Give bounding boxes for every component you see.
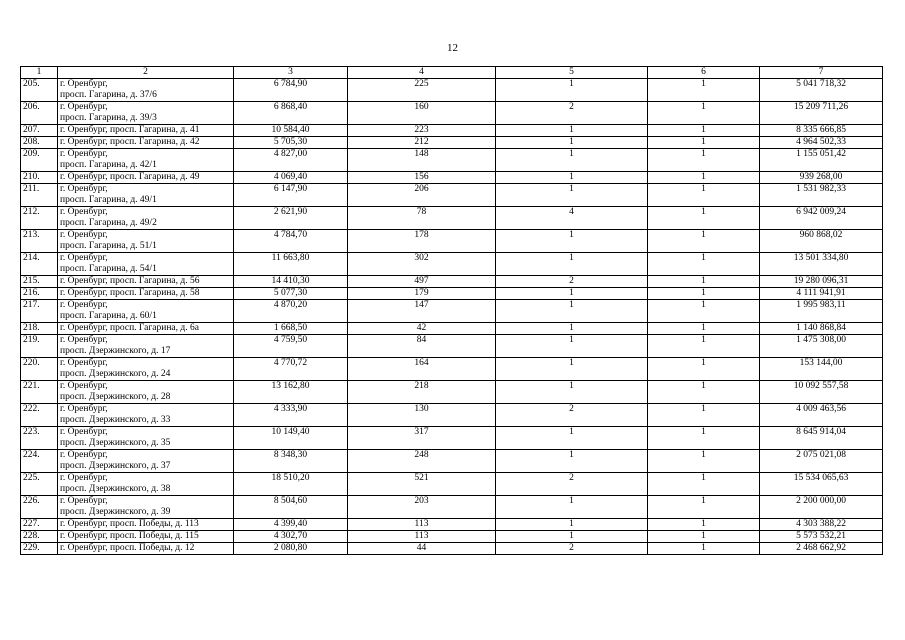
column-6-cell: 1 — [648, 335, 760, 358]
amount-cell: 4 303 388,22 — [760, 519, 883, 531]
row-number: 210. — [21, 172, 58, 184]
column-5-cell: 2 — [496, 102, 648, 125]
address-line: г. Оренбург, просп. Победы, д. 115 — [60, 531, 199, 541]
table-row — [21, 300, 883, 323]
amount-cell: 8 645 914,04 — [760, 427, 883, 450]
amount-cell: 1 531 982,33 — [760, 184, 883, 207]
column-5-cell: 2 — [496, 473, 648, 496]
address-line: просп. Дзержинского, д. 33 — [60, 415, 171, 425]
row-number: 213. — [21, 230, 58, 253]
address-line: г. Оренбург, просп. Гагарина, д. 42 — [60, 137, 200, 147]
column-6-cell: 1 — [648, 531, 760, 543]
amount-cell: 15 209 711,26 — [760, 102, 883, 125]
area-cell: 1 668,50 — [234, 323, 348, 335]
area-cell: 4 399,40 — [234, 519, 348, 531]
address-cell — [58, 335, 234, 358]
count-cell: 156 — [348, 172, 496, 184]
count-cell: 225 — [348, 79, 496, 102]
table-row — [21, 172, 883, 184]
column-header: 3 — [234, 67, 348, 79]
amount-cell: 5 041 718,32 — [760, 79, 883, 102]
column-6-cell: 1 — [648, 323, 760, 335]
column-5-cell: 1 — [496, 79, 648, 102]
amount-cell: 6 942 009,24 — [760, 207, 883, 230]
row-number: 217. — [21, 300, 58, 323]
address-cell — [58, 300, 234, 323]
column-5-cell: 2 — [496, 276, 648, 288]
row-number: 215. — [21, 276, 58, 288]
address-line: просп. Гагарина, д. 42/1 — [60, 160, 157, 170]
area-cell: 14 410,30 — [234, 276, 348, 288]
amount-cell: 1 155 051,42 — [760, 149, 883, 172]
amount-cell: 1 995 983,11 — [760, 300, 883, 323]
data-table — [20, 66, 883, 555]
address-line: г. Оренбург, просп. Гагарина, д. 58 — [60, 288, 200, 298]
table-row — [21, 335, 883, 358]
address-line: г. Оренбург, — [60, 381, 108, 391]
column-6-cell: 1 — [648, 300, 760, 323]
row-number: 220. — [21, 358, 58, 381]
count-cell: 178 — [348, 230, 496, 253]
column-6-cell: 1 — [648, 137, 760, 149]
column-5-cell: 1 — [496, 184, 648, 207]
column-6-cell: 1 — [648, 358, 760, 381]
column-6-cell: 1 — [648, 79, 760, 102]
amount-cell: 960 868,02 — [760, 230, 883, 253]
address-cell — [58, 149, 234, 172]
column-6-cell: 1 — [648, 207, 760, 230]
column-6-cell: 1 — [648, 102, 760, 125]
row-number: 206. — [21, 102, 58, 125]
address-cell — [58, 172, 234, 184]
row-number: 226. — [21, 496, 58, 519]
address-line: г. Оренбург, просп. Гагарина, д. 56 — [60, 276, 200, 286]
column-6-cell: 1 — [648, 543, 760, 555]
table-row — [21, 184, 883, 207]
column-6-cell: 1 — [648, 149, 760, 172]
area-cell: 4 759,50 — [234, 335, 348, 358]
column-6-cell: 1 — [648, 184, 760, 207]
area-cell: 4 870,20 — [234, 300, 348, 323]
amount-cell: 4 111 941,91 — [760, 288, 883, 300]
table-row — [21, 149, 883, 172]
amount-cell: 15 534 065,63 — [760, 473, 883, 496]
column-5-cell: 1 — [496, 149, 648, 172]
table-row — [21, 288, 883, 300]
count-cell: 44 — [348, 543, 496, 555]
address-cell — [58, 531, 234, 543]
address-line: просп. Дзержинского, д. 17 — [60, 346, 171, 356]
amount-cell: 19 280 096,31 — [760, 276, 883, 288]
address-line: г. Оренбург, — [60, 300, 108, 310]
address-line: г. Оренбург, — [60, 404, 108, 414]
column-5-cell: 2 — [496, 404, 648, 427]
count-cell: 521 — [348, 473, 496, 496]
count-cell: 203 — [348, 496, 496, 519]
row-number: 229. — [21, 543, 58, 555]
address-cell — [58, 323, 234, 335]
row-number: 211. — [21, 184, 58, 207]
address-line: г. Оренбург, — [60, 207, 108, 217]
area-cell: 2 621,90 — [234, 207, 348, 230]
table-row — [21, 531, 883, 543]
area-cell: 2 080,80 — [234, 543, 348, 555]
table-row — [21, 519, 883, 531]
column-6-cell: 1 — [648, 381, 760, 404]
address-line: просп. Гагарина, д. 37/6 — [60, 90, 157, 100]
column-5-cell: 1 — [496, 531, 648, 543]
row-number: 227. — [21, 519, 58, 531]
address-cell — [58, 102, 234, 125]
row-number: 205. — [21, 79, 58, 102]
area-cell: 8 504,60 — [234, 496, 348, 519]
row-number: 219. — [21, 335, 58, 358]
address-line: просп. Дзержинского, д. 24 — [60, 369, 171, 379]
column-6-cell: 1 — [648, 404, 760, 427]
address-cell — [58, 496, 234, 519]
table-row — [21, 323, 883, 335]
column-5-cell: 1 — [496, 137, 648, 149]
area-cell: 4 069,40 — [234, 172, 348, 184]
column-6-cell: 1 — [648, 253, 760, 276]
address-line: г. Оренбург, — [60, 427, 108, 437]
count-cell: 160 — [348, 102, 496, 125]
row-number: 225. — [21, 473, 58, 496]
row-number: 209. — [21, 149, 58, 172]
count-cell: 164 — [348, 358, 496, 381]
row-number: 212. — [21, 207, 58, 230]
column-5-cell: 2 — [496, 543, 648, 555]
count-cell: 113 — [348, 519, 496, 531]
column-5-cell: 1 — [496, 450, 648, 473]
address-cell — [58, 125, 234, 137]
amount-cell: 5 573 532,21 — [760, 531, 883, 543]
address-cell — [58, 184, 234, 207]
table-body — [21, 79, 883, 555]
count-cell: 179 — [348, 288, 496, 300]
row-number: 223. — [21, 427, 58, 450]
address-cell — [58, 288, 234, 300]
address-line: просп. Дзержинского, д. 37 — [60, 461, 171, 471]
column-5-cell: 1 — [496, 335, 648, 358]
column-header: 6 — [648, 67, 760, 79]
count-cell: 212 — [348, 137, 496, 149]
count-cell: 113 — [348, 531, 496, 543]
amount-cell: 13 501 334,80 — [760, 253, 883, 276]
amount-cell: 10 092 557,58 — [760, 381, 883, 404]
column-5-cell: 1 — [496, 323, 648, 335]
row-number: 218. — [21, 323, 58, 335]
address-cell — [58, 276, 234, 288]
area-cell: 5 705,30 — [234, 137, 348, 149]
address-line: г. Оренбург, — [60, 450, 108, 460]
address-line: просп. Гагарина, д. 54/1 — [60, 264, 157, 274]
row-number: 216. — [21, 288, 58, 300]
area-cell: 4 827,00 — [234, 149, 348, 172]
address-cell — [58, 519, 234, 531]
column-5-cell: 1 — [496, 288, 648, 300]
table-row — [21, 427, 883, 450]
address-line: г. Оренбург, — [60, 184, 108, 194]
row-number: 214. — [21, 253, 58, 276]
column-6-cell: 1 — [648, 473, 760, 496]
count-cell: 78 — [348, 207, 496, 230]
count-cell: 148 — [348, 149, 496, 172]
count-cell: 302 — [348, 253, 496, 276]
row-number: 222. — [21, 404, 58, 427]
table-row — [21, 404, 883, 427]
column-5-cell: 1 — [496, 300, 648, 323]
address-cell — [58, 450, 234, 473]
column-header: 4 — [348, 67, 496, 79]
count-cell: 497 — [348, 276, 496, 288]
area-cell: 6 784,90 — [234, 79, 348, 102]
count-cell: 130 — [348, 404, 496, 427]
amount-cell: 4 009 463,56 — [760, 404, 883, 427]
table-row — [21, 79, 883, 102]
column-6-cell: 1 — [648, 450, 760, 473]
header-row — [21, 67, 883, 79]
amount-cell: 1 475 308,00 — [760, 335, 883, 358]
address-line: г. Оренбург, — [60, 102, 108, 112]
table-row — [21, 496, 883, 519]
column-6-cell: 1 — [648, 125, 760, 137]
table-row — [21, 473, 883, 496]
amount-cell: 153 144,00 — [760, 358, 883, 381]
area-cell: 4 302,70 — [234, 531, 348, 543]
address-line: г. Оренбург, — [60, 358, 108, 368]
table-row — [21, 125, 883, 137]
amount-cell: 1 140 868,84 — [760, 323, 883, 335]
table-row — [21, 450, 883, 473]
count-cell: 248 — [348, 450, 496, 473]
address-line: просп. Дзержинского, д. 28 — [60, 392, 171, 402]
column-5-cell: 1 — [496, 253, 648, 276]
column-header: 1 — [21, 67, 58, 79]
area-cell: 13 162,80 — [234, 381, 348, 404]
count-cell: 218 — [348, 381, 496, 404]
column-header: 7 — [760, 67, 883, 79]
address-line: г. Оренбург, просп. Гагарина, д. 41 — [60, 125, 200, 135]
address-line: просп. Дзержинского, д. 35 — [60, 438, 171, 448]
amount-cell: 8 335 666,85 — [760, 125, 883, 137]
address-line: просп. Гагарина, д. 60/1 — [60, 311, 157, 321]
column-6-cell: 1 — [648, 496, 760, 519]
amount-cell: 2 200 000,00 — [760, 496, 883, 519]
address-cell — [58, 79, 234, 102]
area-cell: 4 784,70 — [234, 230, 348, 253]
table-row — [21, 230, 883, 253]
area-cell: 6 868,40 — [234, 102, 348, 125]
column-6-cell: 1 — [648, 519, 760, 531]
column-5-cell: 1 — [496, 381, 648, 404]
address-cell — [58, 207, 234, 230]
address-line: г. Оренбург, — [60, 496, 108, 506]
area-cell: 4 770,72 — [234, 358, 348, 381]
area-cell: 10 149,40 — [234, 427, 348, 450]
table-row — [21, 276, 883, 288]
column-header: 5 — [496, 67, 648, 79]
address-line: просп. Гагарина, д. 39/3 — [60, 113, 157, 123]
amount-cell: 2 468 662,92 — [760, 543, 883, 555]
table-row — [21, 137, 883, 149]
address-line: г. Оренбург, — [60, 335, 108, 345]
address-line: г. Оренбург, просп. Гагарина, д. 49 — [60, 172, 200, 182]
table-row — [21, 102, 883, 125]
table-row — [21, 543, 883, 555]
count-cell: 84 — [348, 335, 496, 358]
address-line: г. Оренбург, — [60, 230, 108, 240]
count-cell: 206 — [348, 184, 496, 207]
row-number: 228. — [21, 531, 58, 543]
column-5-cell: 1 — [496, 427, 648, 450]
amount-cell: 2 075 021,08 — [760, 450, 883, 473]
column-6-cell: 1 — [648, 230, 760, 253]
area-cell: 4 333,90 — [234, 404, 348, 427]
row-number: 224. — [21, 450, 58, 473]
count-cell: 317 — [348, 427, 496, 450]
area-cell: 18 510,20 — [234, 473, 348, 496]
address-line: г. Оренбург, просп. Победы, д. 12 — [60, 543, 195, 553]
address-cell — [58, 427, 234, 450]
table-row — [21, 253, 883, 276]
column-header: 2 — [58, 67, 234, 79]
row-number: 207. — [21, 125, 58, 137]
table-row — [21, 381, 883, 404]
address-line: г. Оренбург, просп. Гагарина, д. 6а — [60, 323, 199, 333]
address-cell — [58, 381, 234, 404]
address-line: просп. Дзержинского, д. 39 — [60, 507, 171, 517]
area-cell: 8 348,30 — [234, 450, 348, 473]
address-line: г. Оренбург, просп. Победы, д. 113 — [60, 519, 199, 529]
column-5-cell: 4 — [496, 207, 648, 230]
amount-cell: 4 964 502,33 — [760, 137, 883, 149]
address-line: просп. Дзержинского, д. 38 — [60, 484, 171, 494]
row-number: 208. — [21, 137, 58, 149]
column-6-cell: 1 — [648, 172, 760, 184]
count-cell: 147 — [348, 300, 496, 323]
address-cell — [58, 543, 234, 555]
column-5-cell: 1 — [496, 358, 648, 381]
column-5-cell: 1 — [496, 230, 648, 253]
address-line: г. Оренбург, — [60, 253, 108, 263]
column-6-cell: 1 — [648, 288, 760, 300]
address-line: просп. Гагарина, д. 49/1 — [60, 195, 157, 205]
column-5-cell: 1 — [496, 125, 648, 137]
table-row — [21, 207, 883, 230]
address-line: г. Оренбург, — [60, 79, 108, 89]
count-cell: 223 — [348, 125, 496, 137]
column-5-cell: 1 — [496, 496, 648, 519]
address-cell — [58, 473, 234, 496]
page-number: 12 — [447, 42, 458, 54]
address-line: г. Оренбург, — [60, 473, 108, 483]
area-cell: 5 077,30 — [234, 288, 348, 300]
column-5-cell: 1 — [496, 172, 648, 184]
column-5-cell: 1 — [496, 519, 648, 531]
row-number: 221. — [21, 381, 58, 404]
area-cell: 11 663,80 — [234, 253, 348, 276]
address-cell — [58, 404, 234, 427]
column-6-cell: 1 — [648, 427, 760, 450]
table-row — [21, 358, 883, 381]
address-line: просп. Гагарина, д. 49/2 — [60, 218, 157, 228]
address-cell — [58, 253, 234, 276]
address-cell — [58, 137, 234, 149]
area-cell: 10 584,40 — [234, 125, 348, 137]
column-6-cell: 1 — [648, 276, 760, 288]
amount-cell: 939 268,00 — [760, 172, 883, 184]
address-cell — [58, 358, 234, 381]
area-cell: 6 147,90 — [234, 184, 348, 207]
address-line: просп. Гагарина, д. 51/1 — [60, 241, 157, 251]
address-line: г. Оренбург, — [60, 149, 108, 159]
address-cell — [58, 230, 234, 253]
count-cell: 42 — [348, 323, 496, 335]
